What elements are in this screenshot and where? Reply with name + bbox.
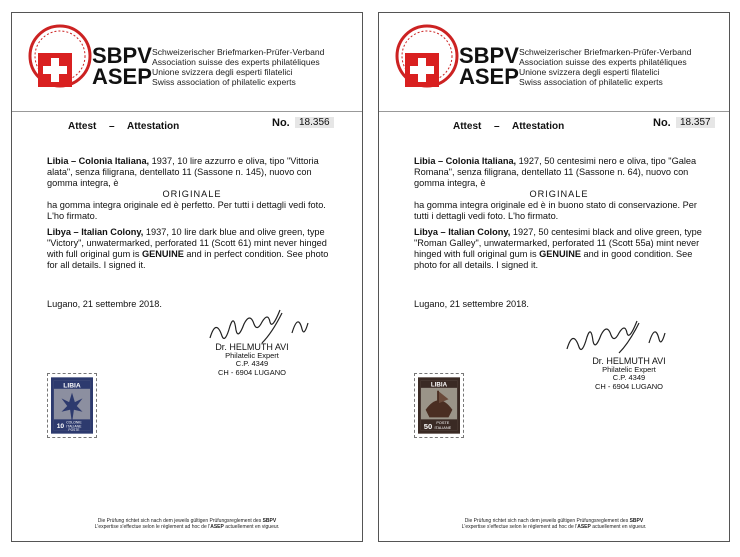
place-date: Lugano, 21 settembre 2018. xyxy=(47,299,162,309)
footer-note: Die Prüfung richtet sich nach dem jeweils gültigen Prüfungsreglement des SBPV L'expertise s'effectue selon le règlement ad hoc de l'ASEP actuellement en vigueur. xyxy=(94,518,280,530)
org-name-it: Unione svizzera degli esperti filatelici xyxy=(519,67,660,77)
expert-block xyxy=(202,343,302,377)
certificate-body-it: Libia – Colonia Italiana, 1927, 50 centesimi nero e oliva, tipo "Galea Romana", senza filigrana, dentellato 11 (Sassone n. 64), nuovo con gomma integra, è ORIGINALE ha gomma integra originale ed è in buono stato di conservazione. Per tutti i dettagli vedi foto. L'ho firmato. xyxy=(414,156,704,222)
expert-title: Philatelic Expert xyxy=(602,364,656,374)
number-label: No. xyxy=(653,117,671,129)
sbpv-logo xyxy=(20,23,170,93)
certificate-body-it: Libia – Colonia Italiana, 1937, 10 lire azzurro e oliva, tipo "Vittoria alata", senza filigrana, dentellato 11 (Sassone n. 145), nuovo con gomma integra, è ORIGINALE ha gomma integra originale ed è perfetto. Per tutti i dettagli vedi foto. L'ho firmato. xyxy=(47,156,337,222)
expert-city: CH - 6904 LUGANO xyxy=(218,367,286,377)
expert-box: C.P. 4349 xyxy=(612,373,646,382)
divider xyxy=(379,111,729,112)
sbpv-logo xyxy=(387,23,537,93)
svg-text:ASEP: ASEP xyxy=(92,64,152,89)
stamp-image xyxy=(414,373,464,438)
certificate-right: SBPV ASEP Schweizerischer Briefmarken-Prüfer-Verband Association suisse des experts philatéliques Unione svizzera degli esperti filatelici Swiss association of philatelic experts Attest – Attestation No. 18.357 Libia – Colonia Italiana, 1927, 50 centesimi nero e oliva, tipo "Galea Romana", senza filigrana, dentellato 11 (Sassone n. 64), nuovo con gomma integra, è ORIGINALE ha gomma integra originale ed è in buono stato di conservazione. Per tutti i dettagli vedi foto. L'ho firmato. Libya – Italian Colony, 1927, 50 centesimi black and olive green, type "Roman Galley", unwatermarked, perforated 11 (Scott 55a) mint never hinged with full original gum is GENUINE and in good condition. See photo for all details. I signed it. Lugano, 21 settembre 2018. Dr. HELMUTH AVI Philatelic Expert C.P. 4349 CH - 6904 LUGANO LIBIA 50 POSTE ITALIANE Die Prüfung richtet sich nach dem jeweils gültigen Prüfungsreglement des SBPV L'expertise s'effectue selon le règlement ad hoc de l'ASEP actuellement en vigueur. xyxy=(378,12,730,542)
org-names xyxy=(152,47,324,87)
org-name-en: Swiss association of philatelic experts xyxy=(152,77,296,87)
svg-text:SBPV: SBPV xyxy=(459,43,519,68)
place-date: Lugano, 21 settembre 2018. xyxy=(414,299,529,309)
expert-block xyxy=(579,357,679,391)
svg-text:ITALIANE: ITALIANE xyxy=(66,424,82,429)
expert-name: Dr. HELMUTH AVI xyxy=(215,342,289,352)
svg-text:COLONIE: COLONIE xyxy=(66,420,82,425)
expert-city: CH - 6904 LUGANO xyxy=(595,381,663,391)
expert-name: Dr. HELMUTH AVI xyxy=(592,356,666,366)
footer-note: Die Prüfung richtet sich nach dem jeweils gültigen Prüfungsreglement des SBPV L'expertise s'effectue selon le règlement ad hoc de l'ASEP actuellement en vigueur. xyxy=(461,518,647,530)
org-name-fr: Association suisse des experts philatéliques xyxy=(152,57,320,67)
svg-text:SBPV: SBPV xyxy=(92,43,152,68)
signature xyxy=(559,311,689,361)
certificate-number: 18.356 xyxy=(295,117,334,128)
expert-box: C.P. 4349 xyxy=(235,359,269,368)
svg-text:POSTE: POSTE xyxy=(68,427,80,432)
org-name-fr: Association suisse des experts philatéliques xyxy=(519,57,687,67)
divider xyxy=(12,111,362,112)
number-label: No. xyxy=(272,117,290,129)
certificate-left: SBPV ASEP Schweizerischer Briefmarken-Prüfer-Verband Association suisse des experts philatéliques Unione svizzera degli esperti filatelici Swiss association of philatelic experts Attest – Attestation No. 18.356 Libia – Colonia Italiana, 1937, 10 lire azzurro e oliva, tipo "Vittoria alata", senza filigrana, dentellato 11 (Sassone n. 145), nuovo con gomma integra, è ORIGINALE ha gomma integra originale ed è perfetto. Per tutti i dettagli vedi foto. L'ho firmato. Libya – Italian Colony, 1937, 10 lire dark blue and olive green, type "Victory", unwatermarked, perforated 11 (Scott 61) mint never hinged with full original gum is GENUINE and in perfect condition. See photo for all details. I signed it. Lugano, 21 settembre 2018. Dr. HELMUTH AVI Philatelic Expert C.P. 4349 CH - 6904 LUGANO LIBIA 10 COLONIE ITALIANE POSTE Die Prüfung richtet sich nach dem jeweils gültigen Prüfungsreglement des SBPV L'expertise s'effectue selon le règlement ad hoc de l'ASEP actuellement en vigueur. xyxy=(11,12,363,542)
svg-text:LIBIA: LIBIA xyxy=(63,382,81,390)
svg-text:10: 10 xyxy=(56,422,65,430)
svg-text:50: 50 xyxy=(423,421,433,431)
svg-text:ASEP: ASEP xyxy=(459,64,519,89)
svg-text:ITALIANE: ITALIANE xyxy=(434,425,452,430)
originale-label: ORIGINALE xyxy=(529,189,589,199)
expert-title: Philatelic Expert xyxy=(225,350,279,360)
org-name-it: Unione svizzera degli esperti filatelici xyxy=(152,67,293,77)
svg-text:LIBIA: LIBIA xyxy=(430,381,448,389)
certificate-body-en: Libya – Italian Colony, 1927, 50 centesimi black and olive green, type "Roman Galley", unwatermarked, perforated 11 (Scott 55a) mint never hinged with full original gum is GENUINE and in good condition. See photo for all details. I signed it. xyxy=(414,227,702,270)
stamp-design xyxy=(418,377,460,434)
org-name-de: Schweizerischer Briefmarken-Prüfer-Verband xyxy=(152,47,325,57)
org-name-en: Swiss association of philatelic experts xyxy=(519,77,663,87)
svg-text:POSTE: POSTE xyxy=(436,421,450,426)
stamp-design xyxy=(51,377,93,434)
certificate-body-en: Libya – Italian Colony, 1937, 10 lire dark blue and olive green, type "Victory", unwatermarked, perforated 11 (Scott 61) mint never hinged with full original gum is GENUINE and in perfect condition. See photo for all details. I signed it. xyxy=(47,227,329,270)
originale-label: ORIGINALE xyxy=(162,189,222,199)
org-name-de: Schweizerischer Briefmarken-Prüfer-Verband xyxy=(519,47,692,57)
org-names xyxy=(519,47,691,87)
certificate-number: 18.357 xyxy=(676,117,715,128)
stamp-image xyxy=(47,373,97,438)
